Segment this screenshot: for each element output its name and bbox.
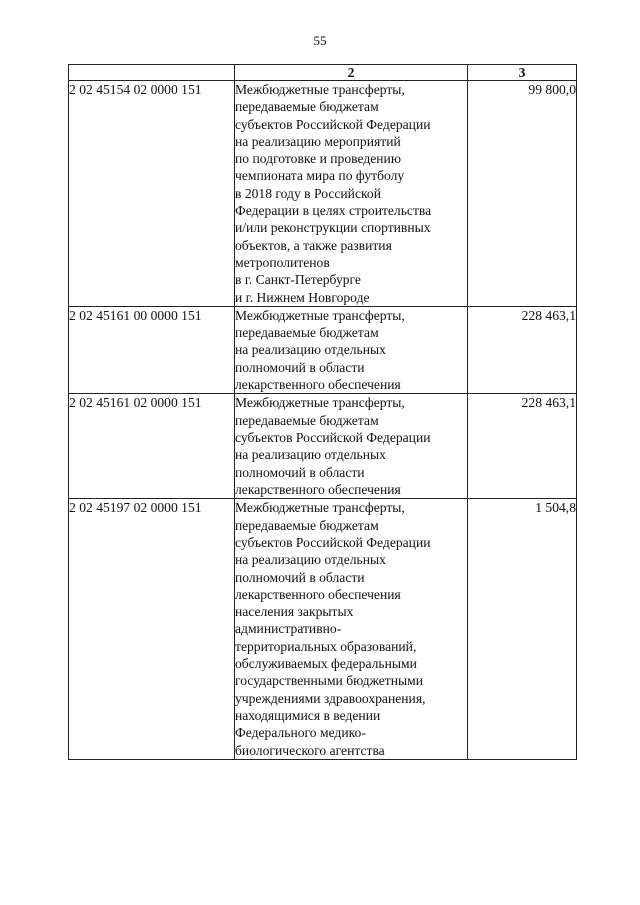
description-line: территориальных образований, <box>235 638 417 654</box>
description-line: и г. Нижнем Новгороде <box>235 289 370 305</box>
row-code: 2 02 45154 02 0000 151 <box>69 81 235 307</box>
row-description <box>235 306 468 393</box>
header-col-3: 3 <box>468 65 577 81</box>
description-line: лекарственного обеспечения <box>235 481 401 497</box>
description-line: в 2018 году в Российской <box>235 185 381 201</box>
description-line: субъектов Российской Федерации <box>235 429 431 445</box>
description-line: Межбюджетные трансферты, <box>235 395 405 411</box>
header-col-2: 2 <box>235 65 468 81</box>
row-description <box>235 499 468 759</box>
description-line: в г. Санкт-Петербурге <box>235 272 361 288</box>
budget-table <box>68 64 577 760</box>
description-line: чемпионата мира по футболу <box>235 168 405 184</box>
row-description <box>235 81 468 307</box>
description-line: полномочий в области <box>235 464 365 480</box>
row-amount: 228 463,1 <box>468 394 577 499</box>
row-code: 2 02 45161 00 0000 151 <box>69 306 235 393</box>
description-line: передаваемые бюджетам <box>235 325 379 341</box>
description-line: административно- <box>235 621 342 637</box>
description-line: населения закрытых <box>235 604 354 620</box>
description-line: Федерации в целях строительства <box>235 203 432 219</box>
description-line: передаваемые бюджетам <box>235 412 379 428</box>
description-line: субъектов Российской Федерации <box>235 534 431 550</box>
description-line: Федерального медико- <box>235 725 366 741</box>
description-line: находящимися в ведении <box>235 707 381 723</box>
header-col-1 <box>69 65 235 81</box>
description-line: биологического агентства <box>235 742 385 758</box>
row-amount: 99 800,0 <box>468 81 577 307</box>
row-code: 2 02 45197 02 0000 151 <box>69 499 235 759</box>
description-line: на реализацию мероприятий <box>235 133 401 149</box>
description-line: обслуживаемых федеральными <box>235 656 417 672</box>
description-line: на реализацию отдельных <box>235 447 386 463</box>
description-line: передаваемые бюджетам <box>235 99 379 115</box>
description-line: полномочий в области <box>235 569 365 585</box>
description-line: субъектов Российской Федерации <box>235 116 431 132</box>
row-amount: 228 463,1 <box>468 306 577 393</box>
row-description <box>235 394 468 499</box>
description-line: на реализацию отдельных <box>235 342 386 358</box>
description-line: Межбюджетные трансферты, <box>235 307 405 323</box>
description-line: лекарственного обеспечения <box>235 377 401 393</box>
table-row <box>69 499 577 759</box>
description-line: объектов, а также развития <box>235 237 392 253</box>
table-row <box>69 81 577 307</box>
description-line: на реализацию отдельных <box>235 552 386 568</box>
table-row <box>69 306 577 393</box>
description-line: метрополитенов <box>235 254 330 270</box>
description-line: передаваемые бюджетам <box>235 517 379 533</box>
description-line: учреждениями здравоохранения, <box>235 690 426 706</box>
description-line: Межбюджетные трансферты, <box>235 500 405 516</box>
description-line: государственными бюджетными <box>235 673 423 689</box>
description-line: по подготовке и проведению <box>235 151 401 167</box>
page-number: 55 <box>313 33 327 48</box>
description-line: и/или реконструкции спортивных <box>235 220 431 236</box>
table-header-row <box>69 65 577 81</box>
description-line: Межбюджетные трансферты, <box>235 82 405 97</box>
table-row <box>69 394 577 499</box>
description-line: полномочий в области <box>235 359 365 375</box>
row-code: 2 02 45161 02 0000 151 <box>69 394 235 499</box>
description-line: лекарственного обеспечения <box>235 586 401 602</box>
row-amount: 1 504,8 <box>468 499 577 759</box>
